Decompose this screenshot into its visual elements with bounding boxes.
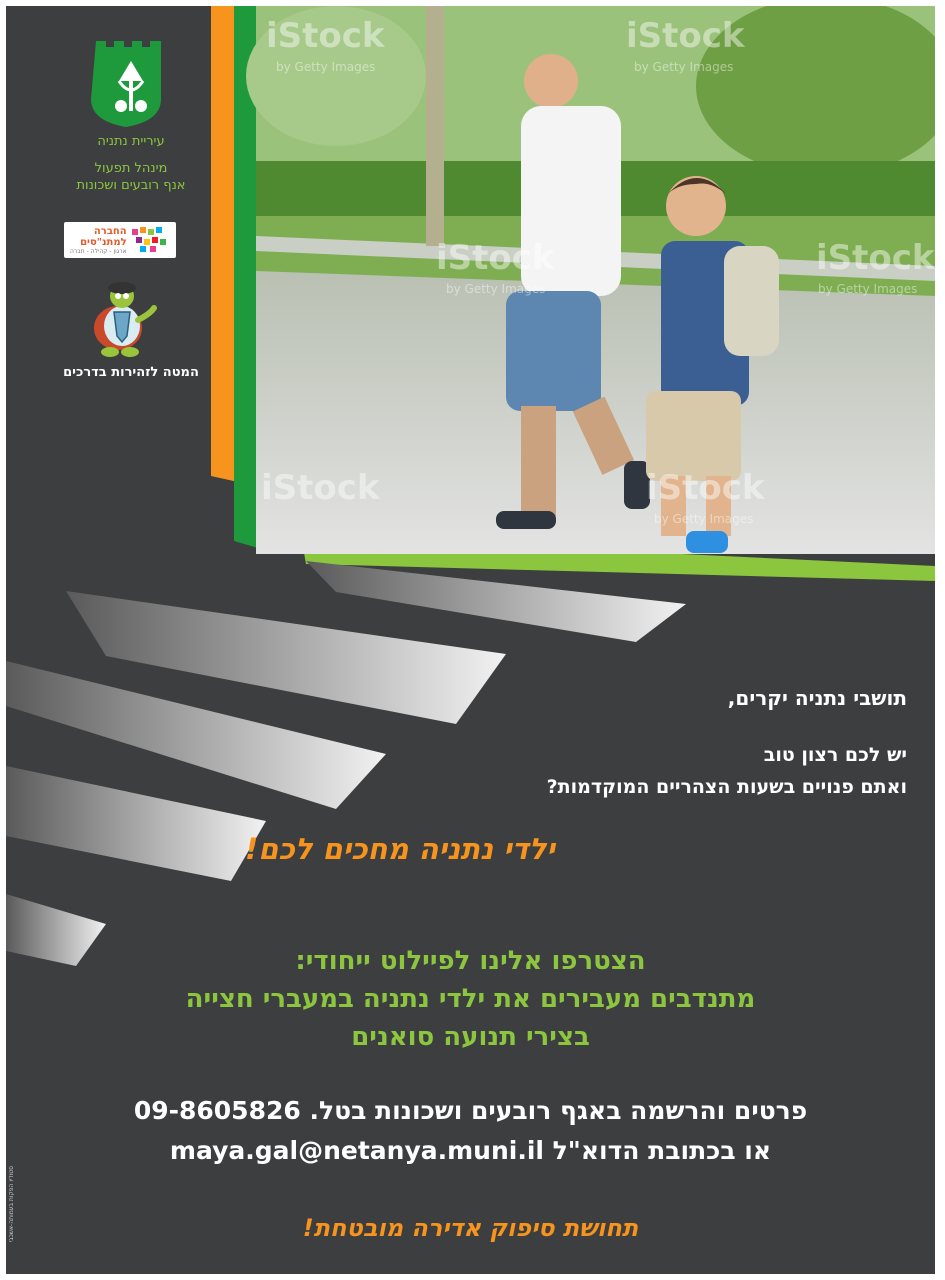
road-safety-label: המטה לזהירות בדרכים: [63, 365, 199, 380]
city-name: עיריית נתניה: [97, 134, 165, 149]
watermark: iStock: [626, 16, 745, 56]
crosswalk: [6, 561, 686, 966]
community-logo-title-1: החברה: [93, 225, 127, 237]
join-line-1: הצטרפו אלינו לפיילוט ייחודי:: [295, 946, 646, 976]
studio-credit: סטודיו הפקות בעמותה-אשכבי: [8, 1166, 15, 1243]
join-line-3: בצירי תנועה סואנים: [351, 1022, 590, 1052]
kids-waiting-slogan: ילדי נתניה מחכים לכם!: [245, 832, 555, 866]
watermark: iStock: [646, 468, 765, 508]
watermark-sub: by Getty Images: [654, 512, 754, 526]
city-logo: [36, 36, 226, 135]
department-line-2: אנף רובעים ושכונות: [76, 178, 186, 193]
watermark: iStock: [436, 238, 555, 278]
greeting: תושבי נתניה יקרים,: [727, 686, 907, 710]
question-line-1: יש לכם רצון טוב: [763, 744, 907, 766]
netanya-emblem-icon: [91, 36, 171, 131]
watermark: iStock: [816, 238, 935, 278]
watermark: iStock: [261, 468, 380, 508]
community-logo-title-2: למתנ"סים: [80, 236, 127, 248]
contact-email-line: או בכתובת הדוא"ל maya.gal@netanya.muni.il: [169, 1136, 772, 1165]
watermark-sub: by Getty Images: [634, 60, 734, 74]
turtle-mascot-icon: [86, 278, 158, 358]
watermark: iStock: [266, 16, 385, 56]
community-centers-logo: [64, 222, 176, 258]
question-line-2: ואתם פנויים בשעות הצהריים המוקדמות?: [546, 776, 907, 798]
community-logo-subtitle: ארגון - קהילה - חברה: [70, 247, 127, 255]
poster: [6, 6, 935, 1274]
watermark-sub: by Getty Images: [276, 60, 376, 74]
watermark-sub: by Getty Images: [446, 282, 546, 296]
watermark-sub: by Getty Images: [818, 282, 918, 296]
join-line-2: מתנדבים מעבירים את ילדי נתניה במעברי חצייה: [185, 984, 756, 1014]
poster-graphics: [6, 6, 935, 1274]
colorful-squares-icon: [132, 227, 170, 253]
department-line-1: מינהל תפעול: [94, 161, 168, 176]
footer-slogan: תחושת סיפוק אדירה מובטחת!: [302, 1214, 639, 1242]
contact-phone-line: פרטים והרשמה באגף רובעים ושכונות בטל. 09-8605826: [133, 1096, 808, 1125]
